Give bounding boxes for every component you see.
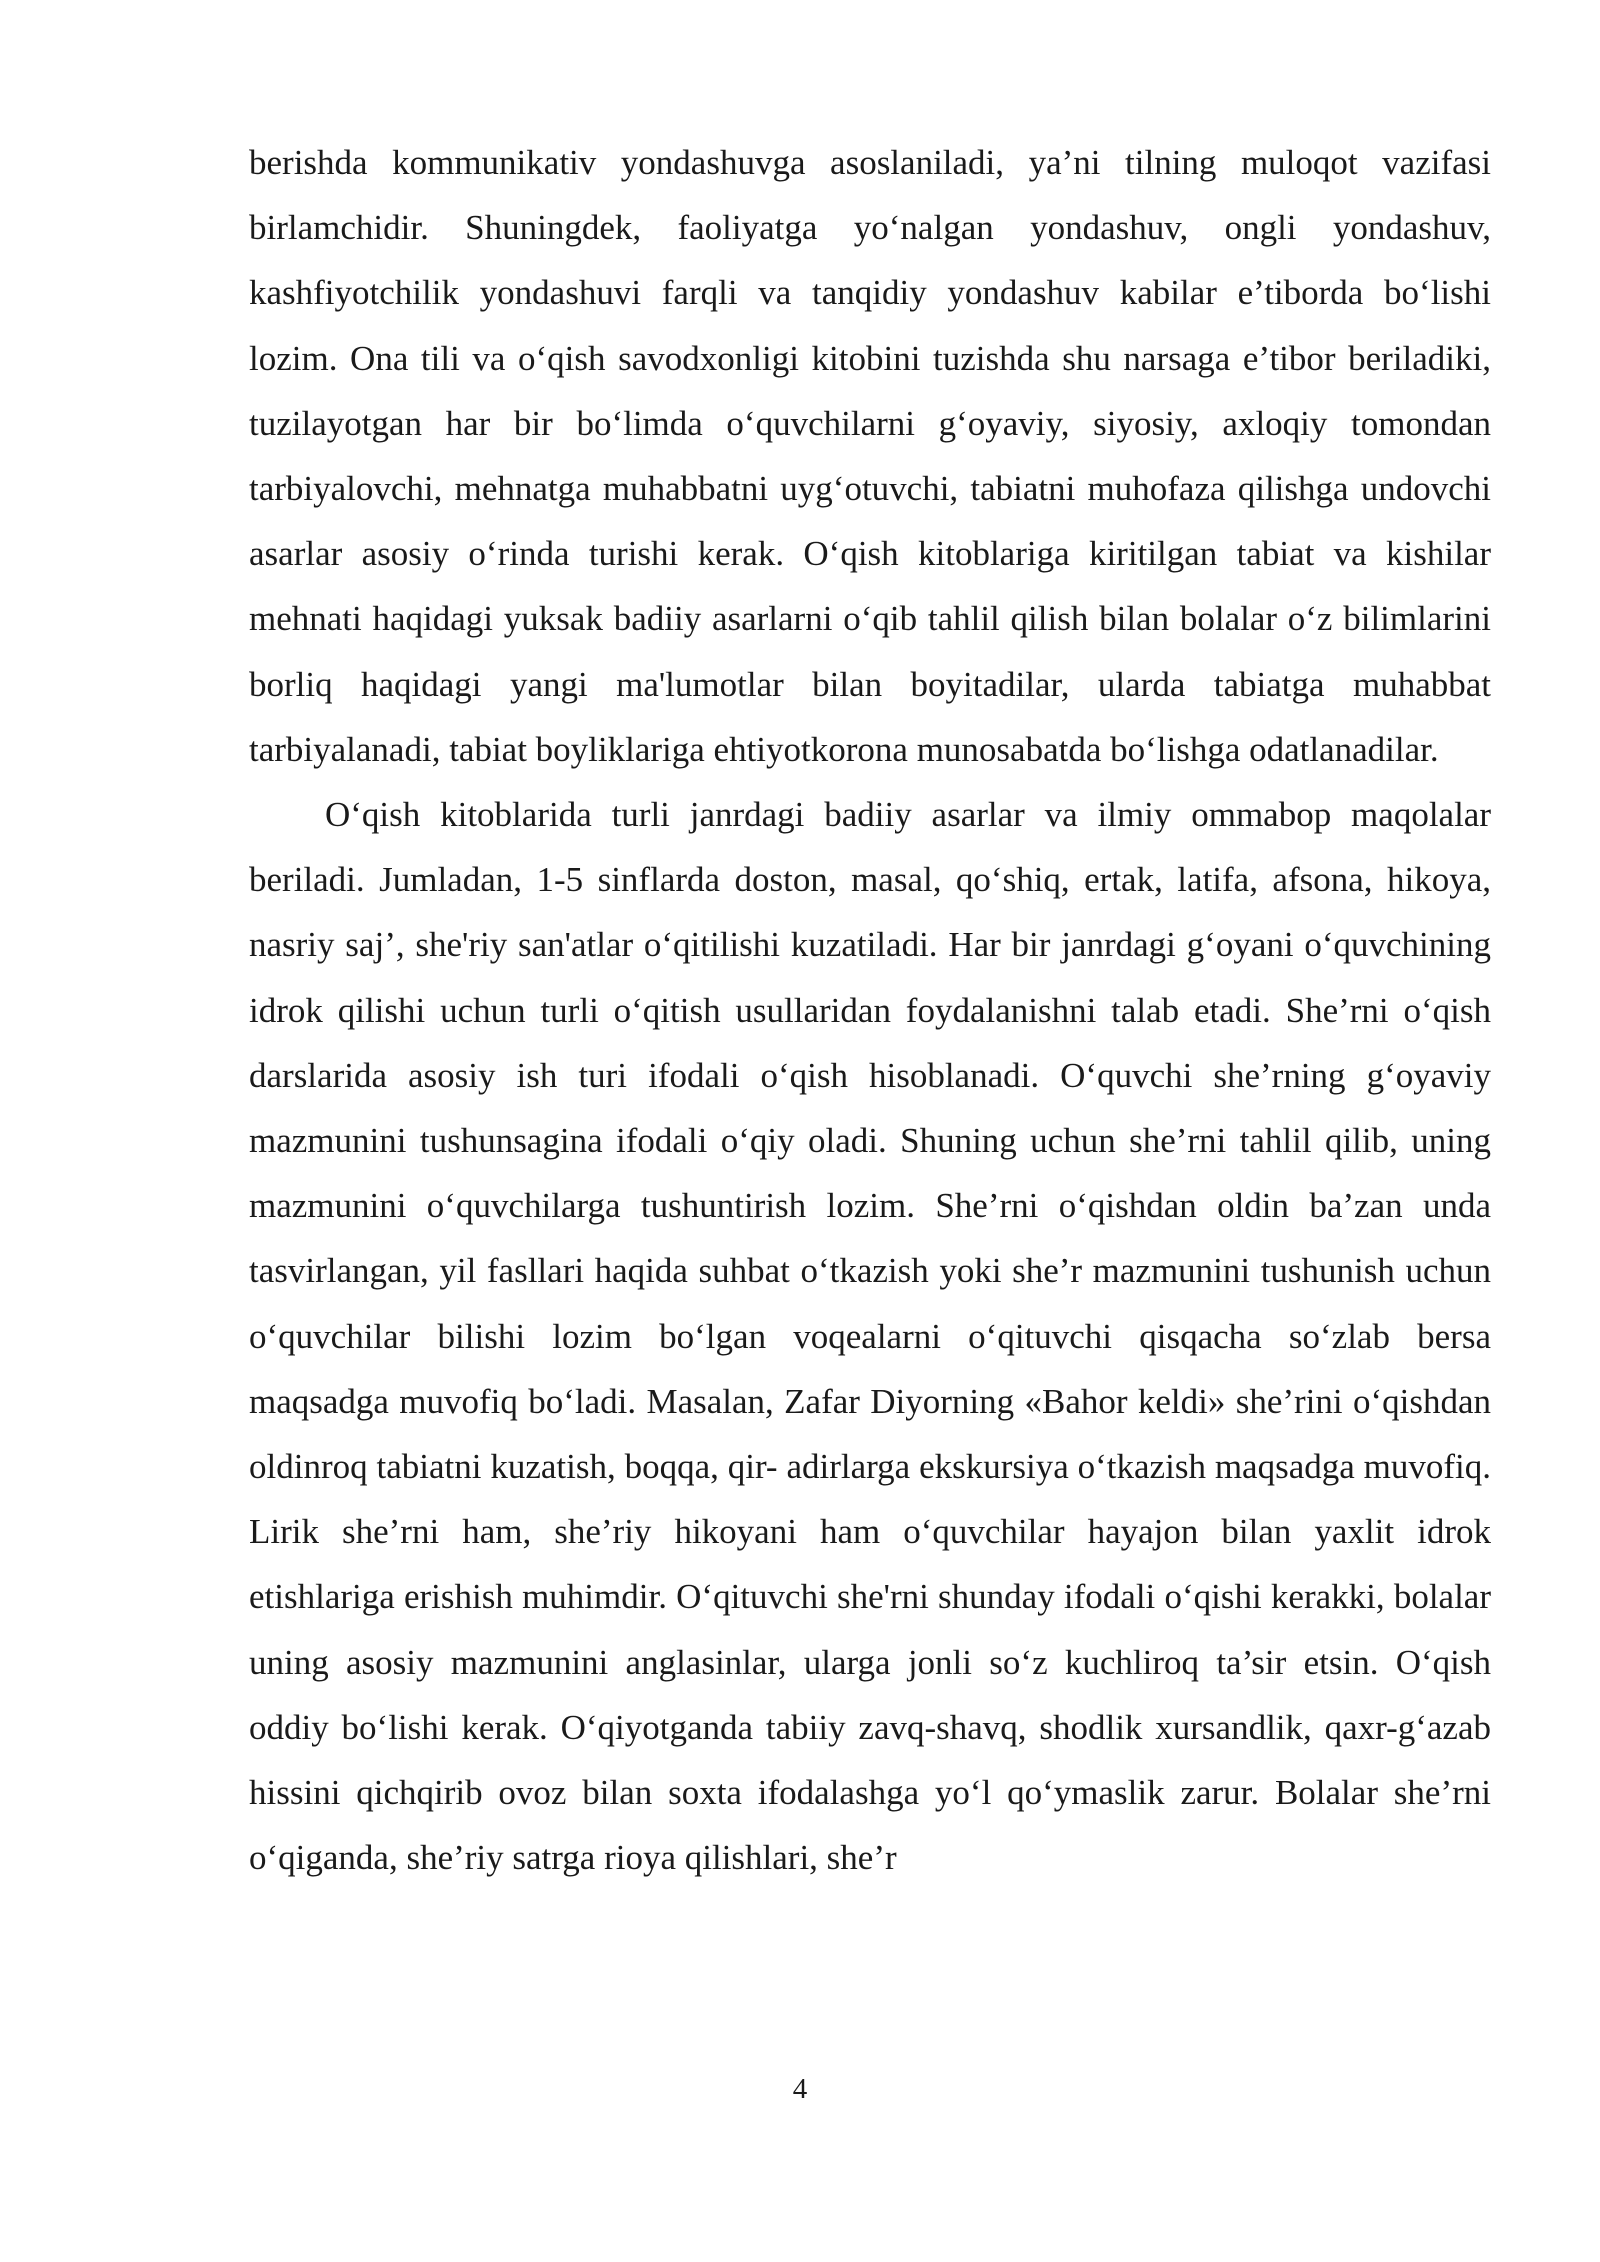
page-number: 4	[792, 2073, 808, 2105]
paragraph-reading-books: O‘qish kitoblarida turli janrdagi badiiy asarlar va ilmiy ommabop maqolalar beriladi. Jumladan, 1-5 sinflarda doston, masal, qo‘shiq, ertak, latifa, afsona, hikoya, nasriy saj’, she'riy san'atlar o‘qitilishi kuzatiladi. Har bir janrdagi g‘oyani o‘quvchining idrok qilishi uchun turli o‘qitish usullaridan foydalanishni talab etadi. She’rni o‘qish darslarida asosiy ish turi ifodali o‘qish hisoblanadi. O‘quvchi she’rning g‘oyaviy mazmunini tushunsagina ifodali o‘qiy oladi. Shuning uchun she’rni tahlil qilib, uning mazmunini o‘quvchilarga tushuntirish lozim. She’rni o‘qishdan oldin ba’zan unda tasvirlangan, yil fasllari haqida suhbat o‘tkazish yoki she’r mazmunini tushunish uchun o‘quvchilar bilishi lozim bo‘lgan voqealarni o‘qituvchi qisqacha so‘zlab bersa maqsadga muvofiq bo‘ladi. Masalan, Zafar Diyorning «Bahor keldi» she’rini o‘qishdan oldinroq tabiatni kuzatish, boqqa, qir- adirlarga ekskursiya o‘tkazish maqsadga muvofiq. Lirik she’rni ham, she’riy hikoyani ham o‘quvchilar hayajon bilan yaxlit idrok etishlariga erishish muhimdir. O‘qituvchi she'rni shunday ifodali o‘qishi kerakki, bolalar uning asosiy mazmunini anglasinlar, ularga jonli so‘z kuchliroq ta’sir etsin. O‘qish oddiy bo‘lishi kerak. O‘qiyotganda tabiiy zavq-shavq, shodlik xursandlik, qaxr-g‘azab hissini qichqirib ovoz bilan soxta ifodalashga yo‘l qo‘ymaslik zarur. Bolalar she’rni o‘qiganda, she’riy satrga rioya qilishlari, she’r	[249, 795, 1491, 1878]
body-text	[249, 130, 1491, 1890]
paragraph-continuation: berishda kommunikativ yondashuvga asoslaniladi, ya’ni tilning muloqot vazifasi birlamchidir. Shuningdek, faoliyatga yo‘nalgan yondashuv, ongli yondashuv, kashfiyotchilik yondashuvi farqli va tanqidiy yondashuv kabilar e’tiborda bo‘lishi lozim. Ona tili va o‘qish savodxonligi kitobini tuzishda shu narsaga e’tibor beriladiki, tuzilayotgan har bir bo‘limda o‘quvchilarni g‘oyaviy, siyosiy, axloqiy tomondan tarbiyalovchi, mehnatga muhabbatni uyg‘otuvchi, tabiatni muhofaza qilishga undovchi asarlar asosiy o‘rinda turishi kerak. O‘qish kitoblariga kiritilgan tabiat va kishilar mehnati haqidagi yuksak badiiy asarlarni o‘qib tahlil qilish bilan bolalar o‘z bilimlarini borliq haqidagi yangi ma'lumotlar bilan boyitadilar, ularda tabiatga muhabbat tarbiyalanadi, tabiat boyliklariga ehtiyotkorona munosabatda bo‘lishga odatlanadilar.	[249, 143, 1491, 769]
